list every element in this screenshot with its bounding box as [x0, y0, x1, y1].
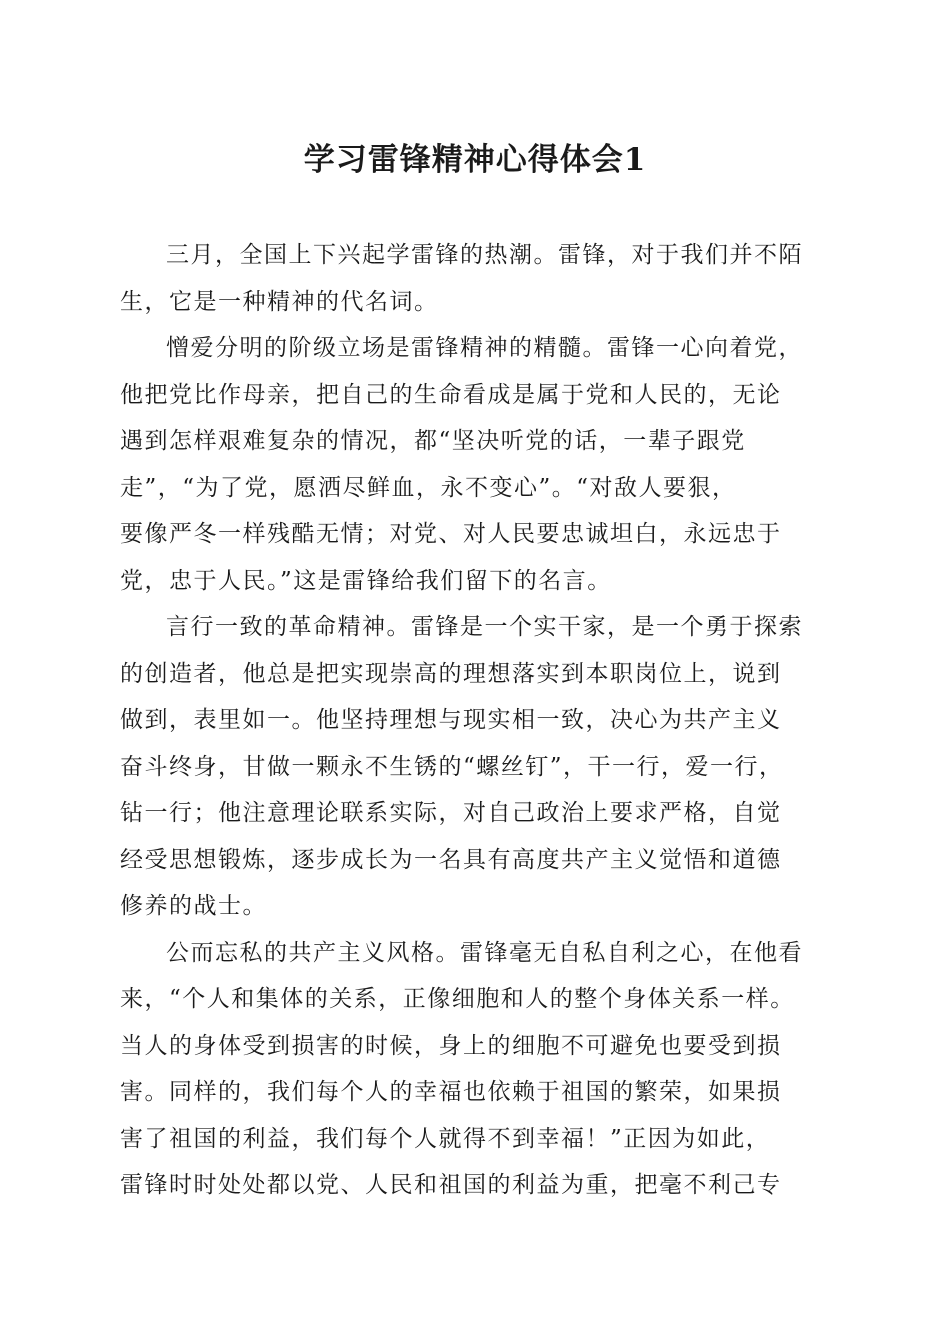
- text-line: 遇到怎样艰难复杂的情况，都“坚决听党的话，一辈子跟党: [120, 428, 746, 454]
- text-line: 生，它是一种精神的代名词。: [120, 288, 439, 315]
- document-body: [120, 232, 832, 1209]
- text-line: 修养的战士。: [120, 893, 267, 919]
- text-line: 他把党比作母亲，把自己的生命看成是属于党和人民的，无论: [120, 381, 782, 408]
- text-line: 害了祖国的利益，我们每个人就得不到幸福！”正因为如此，: [120, 1125, 771, 1152]
- text-line: 害。同样的，我们每个人的幸福也依赖于祖国的繁荣，如果损: [120, 1079, 782, 1105]
- text-line: 公而忘私的共产主义风格。雷锋毫无自私自利之心，在他看: [166, 939, 803, 966]
- text-line: 雷锋时时处处都以党、人民和祖国的利益为重，把毫不利己专: [120, 1172, 782, 1198]
- text-line: 三月，全国上下兴起学雷锋的热潮。雷锋，对于我们并不陌: [166, 242, 803, 268]
- text-line: 要像严冬一样残酷无情；对党、对人民要忠诚坦白，永远忠于: [120, 521, 782, 547]
- text-line: 党，忠于人民。”这是雷锋给我们留下的名言。: [120, 567, 612, 594]
- text-line: 的创造者，他总是把实现崇高的理想落实到本职岗位上，说到: [120, 660, 782, 687]
- text-line: 言行一致的革命精神。雷锋是一个实干家，是一个勇于探索: [166, 614, 803, 640]
- text-line: 经受思想锻炼，逐步成长为一名具有高度共产主义觉悟和道德: [120, 846, 782, 873]
- text-line: 做到，表里如一。他坚持理想与现实相一致，决心为共产主义: [120, 707, 782, 733]
- document-title: 学习雷锋精神心得体会1: [303, 142, 647, 178]
- text-line: 钻一行；他注意理论联系实际，对自己政治上要求严格，自觉: [120, 800, 782, 826]
- text-line: 来，“个人和集体的关系，正像细胞和人的整个身体关系一样。: [120, 986, 795, 1012]
- text-line: 奋斗终身，甘做一颗永不生锈的“螺丝钉”，干一行，爱一行，: [120, 753, 784, 780]
- text-line: 憎爱分明的阶级立场是雷锋精神的精髓。雷锋一心向着党，: [166, 335, 803, 361]
- text-line: 当人的身体受到损害的时候，身上的细胞不可避免也要受到损: [120, 1032, 782, 1059]
- text-line: 走”，“为了党，愿洒尽鲜血，永不变心”。“对敌人要狠，: [120, 474, 737, 501]
